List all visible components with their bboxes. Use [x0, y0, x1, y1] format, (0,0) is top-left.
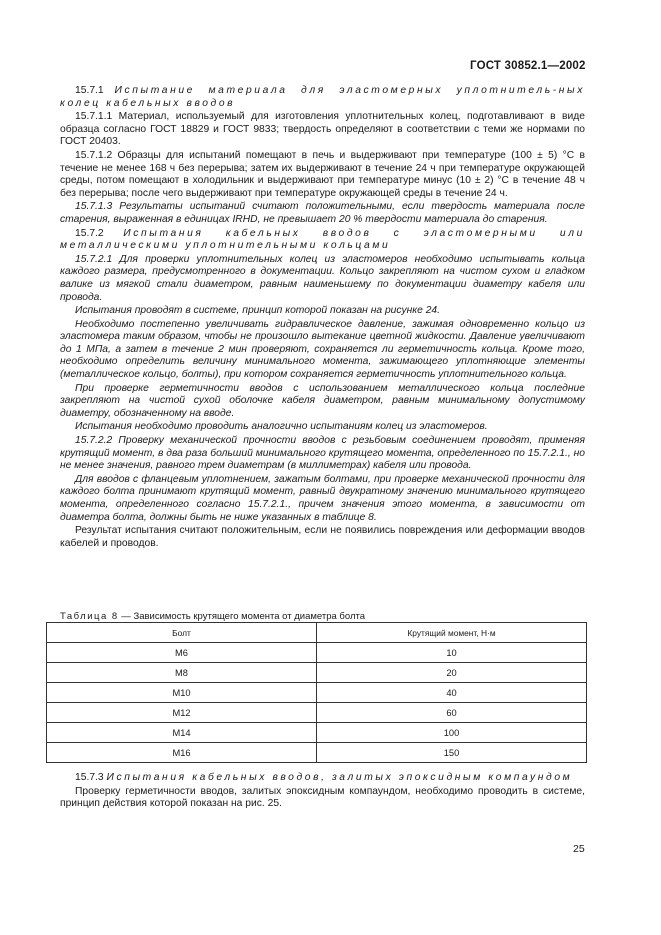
section-title: Испытание материала для эластомерных уплотнитель-ных колец кабельных вводов	[60, 85, 585, 109]
table-row	[47, 723, 587, 743]
bolt-cell: M8	[47, 663, 317, 683]
paragraph: Испытания необходимо проводить аналогично испытаниям колец из эластомеров.	[75, 421, 488, 433]
paragraph: Испытания проводят в системе, принцип которой показан на рисунке 24.	[75, 305, 441, 317]
paragraph: 15.7.2.2 Проверку механической прочности вводов с резьбовым соединением проводят, применяя крутящий момент, в два раза больший минимального крутящего момента, определенного по 15.7.2.1., но не менее значения, равного трем диаметрам (в миллиметрах) кабеля или провода.	[60, 435, 585, 472]
torque-cell: 20	[317, 663, 587, 683]
text-body	[60, 85, 585, 551]
paragraph: 15.7.2.1 Для проверки уплотнительных колец из эластомеров необходимо испытывать кольца каждого размера, предусмотренного в документации. Кольцо закрепляют на чистом сухом и гладком валике из мягкой стали диаметром, равным наименьшему по документации диаметру кабеля или провода.	[60, 253, 585, 303]
page-number: 25	[573, 843, 585, 855]
torque-cell: 150	[317, 743, 587, 763]
table-row	[47, 683, 587, 703]
paragraph: При проверке герметичности вводов с использованием металлического кольца последние закрепляют на чистой сухой оболочке кабеля диаметром, равным минимальному допустимому диаметру, обозначенному на вводе.	[60, 382, 585, 419]
section-title: Испытания кабельных вводов, залитых эпоксидным компаундом	[106, 772, 573, 783]
text-body-continued	[60, 772, 585, 812]
torque-cell: 100	[317, 723, 587, 743]
column-header-torque: Крутящий момент, Н·м	[317, 623, 587, 643]
table-row	[47, 663, 587, 683]
paragraph: 15.7.1.2 Образцы для испытаний помещают в печь и выдерживают при температуре (100 ± 5) °С в течение не менее 168 ч без перерыва; затем их выдерживают в течение 24 ч при температуре окружающей среды, потом помещают в холодильник и выдерживают при температуре минус (10 ± 2) °С в течение 48 ч без перерыва; после чего выдерживают при температуре окружающей среды в течение 24 ч.	[60, 149, 585, 199]
paragraph: Необходимо постепенно увеличивать гидравлическое давление, зажимая одновременно кольцо из эластомера таким образом, чтобы не произошло вытекание цветной жидкости. Давление увеличивают до 1 МПа, а затем в течение 2 мин проверяют, сохраняется ли герметичность кольца. Кроме того, необходимо определить величину минимального момента, зажимающего уплотняющие элементы (металлическое кольцо, болты), при котором сохраняется герметичность уплотнительного кольца.	[60, 318, 585, 381]
paragraph: Результат испытания считают положительным, если не появились повреждения или деформации вводов кабелей и проводов.	[60, 525, 585, 549]
bolt-cell: M6	[47, 643, 317, 663]
torque-cell: 40	[317, 683, 587, 703]
standard-number: ГОСТ 30852.1—2002	[470, 60, 586, 72]
table-header-row	[47, 623, 587, 643]
table-caption: Таблица 8 — Зависимость крутящего момента от диаметра болта	[60, 611, 366, 622]
section-15-7-3-heading: 15.7.3 Испытания кабельных вводов, залитых эпоксидным компаундом	[75, 772, 573, 783]
bolt-cell: M16	[47, 743, 317, 763]
torque-cell: 10	[317, 643, 587, 663]
bolt-cell: M10	[47, 683, 317, 703]
paragraph: 15.7.1.1 Материал, используемый для изготовления уплотнительных колец, подготавливают в виде образца согласно ГОСТ 18829 и ГОСТ 9833; твердость определяют в соответствии с теми же нормами по ГОСТ 20403.	[60, 111, 585, 148]
torque-cell: 60	[317, 703, 587, 723]
bolt-cell: M12	[47, 703, 317, 723]
paragraph: Для вводов с фланцевым уплотнением, зажатым болтами, при проверке механической прочности для каждого болта принимают крутящий момент, равный двукратному значению минимального крутящего момента, определенного согласно 15.7.2.1., причем значения этого момента, в зависимости от диаметра болта, должны быть не ниже указанных в таблице 8.	[60, 473, 585, 523]
paragraph: Проверку герметичности вводов, залитых эпоксидным компаундом, необходимо проводить в системе, принцип действия которой показан на рис. 25.	[60, 785, 585, 810]
section-15-7-1-heading: 15.7.1 Испытание материала для эластомерных уплотнитель-ных колец кабельных вводов	[60, 85, 585, 109]
bolt-cell: M14	[47, 723, 317, 743]
column-header-bolt: Болт	[47, 623, 317, 643]
torque-table	[46, 622, 587, 763]
section-title: Испытания кабельных вводов с эластомерными или металлическими уплотнительными кольцами	[60, 227, 585, 252]
section-15-7-2-heading: 15.7.2 Испытания кабельных вводов с эластомерными или металлическими уплотнительными кольцами	[60, 227, 585, 252]
table-row	[47, 643, 587, 663]
table-row	[47, 743, 587, 763]
paragraph: 15.7.1.3 Результаты испытаний считают положительными, если твердость материала после старения, выраженная в единицах IRHD, не превышает 20 % твердости материала до старения.	[60, 201, 585, 225]
table-row	[47, 703, 587, 723]
